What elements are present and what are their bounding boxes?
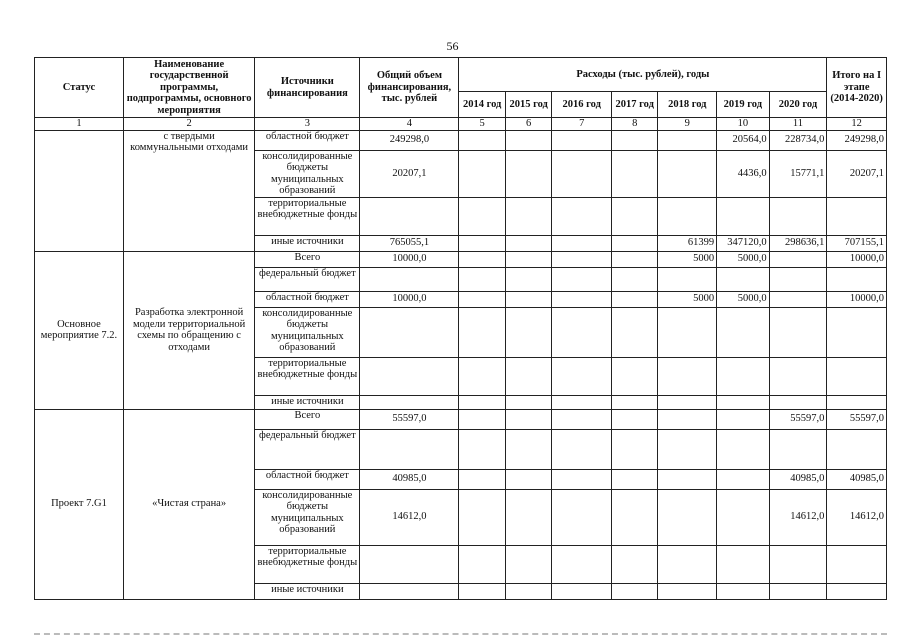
year-value-cell <box>612 409 658 429</box>
stage-total-cell: 707155,1 <box>827 235 887 251</box>
table-row <box>35 251 887 267</box>
stage-total-cell <box>827 545 887 583</box>
year-value-cell <box>505 197 551 235</box>
column-number: 6 <box>505 118 551 131</box>
source-cell: иные источники <box>255 395 360 409</box>
source-cell: областной бюджет <box>255 291 360 307</box>
column-number: 3 <box>255 118 360 131</box>
year-value-cell <box>505 130 551 150</box>
year-value-cell <box>459 429 505 469</box>
column-number: 5 <box>459 118 505 131</box>
year-value-cell: 15771,1 <box>769 150 827 197</box>
stage-total-cell <box>827 583 887 599</box>
year-value-cell <box>459 489 505 545</box>
year-value-cell <box>658 130 717 150</box>
year-value-cell <box>459 307 505 357</box>
year-value-cell: 5000 <box>658 291 717 307</box>
program-name-cell: с твердыми коммунальными отходами <box>123 130 254 251</box>
year-value-cell <box>459 357 505 395</box>
year-value-cell: 5000,0 <box>717 291 770 307</box>
header-stage-total: Итого на I этапе (2014-2020) <box>827 58 887 118</box>
source-cell: областной бюджет <box>255 130 360 150</box>
year-value-cell <box>459 469 505 489</box>
year-value-cell: 347120,0 <box>717 235 770 251</box>
year-value-cell <box>552 469 612 489</box>
year-value-cell <box>717 409 770 429</box>
year-value-cell <box>769 197 827 235</box>
year-value-cell <box>459 395 505 409</box>
year-value-cell <box>612 395 658 409</box>
year-value-cell <box>505 583 551 599</box>
year-value-cell <box>459 150 505 197</box>
year-value-cell <box>769 583 827 599</box>
source-cell: консолидированные бюджеты муниципальных образований <box>255 489 360 545</box>
source-cell: областной бюджет <box>255 469 360 489</box>
total-cell: 10000,0 <box>360 291 459 307</box>
year-value-cell <box>658 489 717 545</box>
year-value-cell <box>717 267 770 291</box>
year-value-cell <box>505 395 551 409</box>
year-value-cell <box>505 235 551 251</box>
year-value-cell <box>769 307 827 357</box>
year-value-cell <box>769 395 827 409</box>
stage-total-cell: 10000,0 <box>827 291 887 307</box>
source-cell: федеральный бюджет <box>255 429 360 469</box>
year-value-cell <box>505 150 551 197</box>
year-value-cell <box>552 267 612 291</box>
program-name-cell: Разработка электронной модели территориальной схемы по обращению с отходами <box>123 251 254 409</box>
total-cell: 20207,1 <box>360 150 459 197</box>
stage-total-cell <box>827 395 887 409</box>
stage-total-cell <box>827 307 887 357</box>
year-value-cell <box>459 291 505 307</box>
year-value-cell <box>459 235 505 251</box>
year-value-cell <box>658 150 717 197</box>
source-cell: федеральный бюджет <box>255 267 360 291</box>
year-value-cell <box>717 357 770 395</box>
header-year: 2014 год <box>459 92 505 118</box>
year-value-cell: 55597,0 <box>769 409 827 429</box>
total-cell: 249298,0 <box>360 130 459 150</box>
page-number: 56 <box>446 39 459 53</box>
year-value-cell <box>658 469 717 489</box>
total-cell <box>360 583 459 599</box>
stage-total-cell: 14612,0 <box>827 489 887 545</box>
year-value-cell <box>459 197 505 235</box>
year-value-cell <box>612 235 658 251</box>
header-year: 2016 год <box>552 92 612 118</box>
year-value-cell <box>769 429 827 469</box>
total-cell <box>360 395 459 409</box>
year-value-cell <box>769 357 827 395</box>
column-number: 12 <box>827 118 887 131</box>
total-cell: 14612,0 <box>360 489 459 545</box>
column-number: 7 <box>552 118 612 131</box>
year-value-cell <box>658 307 717 357</box>
finance-table <box>34 57 887 600</box>
year-value-cell <box>505 267 551 291</box>
stage-total-cell <box>827 357 887 395</box>
year-value-cell <box>658 429 717 469</box>
column-number-row <box>35 118 887 131</box>
year-value-cell <box>717 197 770 235</box>
status-cell: Проект 7.G1 <box>35 409 124 599</box>
year-value-cell <box>552 197 612 235</box>
source-cell: территориальные внебюджетные фонды <box>255 197 360 235</box>
total-cell: 40985,0 <box>360 469 459 489</box>
year-value-cell <box>658 545 717 583</box>
header-year: 2018 год <box>658 92 717 118</box>
table-row <box>35 409 887 429</box>
stage-total-cell <box>827 267 887 291</box>
year-value-cell <box>612 267 658 291</box>
year-value-cell <box>769 251 827 267</box>
header-status: Статус <box>35 58 124 118</box>
year-value-cell <box>612 251 658 267</box>
year-value-cell <box>769 291 827 307</box>
source-cell: иные источники <box>255 235 360 251</box>
program-name-cell: «Чистая страна» <box>123 409 254 599</box>
year-value-cell <box>612 291 658 307</box>
year-value-cell <box>552 429 612 469</box>
year-value-cell <box>658 395 717 409</box>
source-cell: консолидированные бюджеты муниципальных образований <box>255 307 360 357</box>
year-value-cell <box>658 409 717 429</box>
year-value-cell: 20564,0 <box>717 130 770 150</box>
year-value-cell <box>717 429 770 469</box>
stage-total-cell: 10000,0 <box>827 251 887 267</box>
year-value-cell <box>459 130 505 150</box>
stage-total-cell <box>827 429 887 469</box>
year-value-cell <box>459 409 505 429</box>
header-name: Наименование государственной программы, подпрограммы, основного мероприятия <box>123 58 254 118</box>
year-value-cell: 4436,0 <box>717 150 770 197</box>
header-year: 2019 год <box>717 92 770 118</box>
page-bottom-divider <box>34 633 887 635</box>
total-cell <box>360 429 459 469</box>
stage-total-cell: 20207,1 <box>827 150 887 197</box>
year-value-cell <box>505 307 551 357</box>
year-value-cell <box>552 395 612 409</box>
source-cell: территориальные внебюджетные фонды <box>255 357 360 395</box>
total-cell <box>360 357 459 395</box>
source-cell: Всего <box>255 409 360 429</box>
year-value-cell <box>552 409 612 429</box>
column-number: 4 <box>360 118 459 131</box>
year-value-cell <box>552 150 612 197</box>
header-sources: Источники финансирования <box>255 58 360 118</box>
year-value-cell <box>658 197 717 235</box>
header-total: Общий объем финансирования, тыс. рублей <box>360 58 459 118</box>
year-value-cell <box>505 409 551 429</box>
year-value-cell: 61399 <box>658 235 717 251</box>
year-value-cell: 14612,0 <box>769 489 827 545</box>
year-value-cell <box>612 429 658 469</box>
column-number: 8 <box>612 118 658 131</box>
stage-total-cell: 40985,0 <box>827 469 887 489</box>
year-value-cell <box>552 235 612 251</box>
year-value-cell: 5000 <box>658 251 717 267</box>
year-value-cell <box>505 545 551 583</box>
year-value-cell <box>612 357 658 395</box>
year-value-cell <box>552 130 612 150</box>
year-value-cell <box>552 291 612 307</box>
year-value-cell: 298636,1 <box>769 235 827 251</box>
stage-total-cell: 55597,0 <box>827 409 887 429</box>
year-value-cell <box>505 489 551 545</box>
column-number: 10 <box>717 118 770 131</box>
source-cell: Всего <box>255 251 360 267</box>
year-value-cell <box>552 583 612 599</box>
year-value-cell <box>552 357 612 395</box>
table-header <box>35 58 887 131</box>
header-year: 2017 год <box>612 92 658 118</box>
source-cell: территориальные внебюджетные фонды <box>255 545 360 583</box>
column-number: 1 <box>35 118 124 131</box>
year-value-cell <box>717 583 770 599</box>
year-value-cell <box>459 583 505 599</box>
table-body <box>35 130 887 599</box>
year-value-cell <box>459 545 505 583</box>
year-value-cell <box>658 357 717 395</box>
table-row <box>35 130 887 150</box>
total-cell: 10000,0 <box>360 251 459 267</box>
source-cell: консолидированные бюджеты муниципальных образований <box>255 150 360 197</box>
year-value-cell <box>459 251 505 267</box>
year-value-cell <box>612 150 658 197</box>
year-value-cell <box>552 489 612 545</box>
year-value-cell <box>612 489 658 545</box>
year-value-cell <box>717 469 770 489</box>
year-value-cell <box>612 583 658 599</box>
year-value-cell <box>505 291 551 307</box>
year-value-cell <box>769 545 827 583</box>
status-cell <box>35 130 124 251</box>
year-value-cell <box>658 583 717 599</box>
year-value-cell <box>505 251 551 267</box>
year-value-cell <box>717 395 770 409</box>
total-cell <box>360 545 459 583</box>
year-value-cell <box>612 197 658 235</box>
year-value-cell <box>552 545 612 583</box>
year-value-cell <box>552 307 612 357</box>
year-value-cell <box>769 267 827 291</box>
year-value-cell <box>717 489 770 545</box>
year-value-cell <box>505 429 551 469</box>
total-cell: 55597,0 <box>360 409 459 429</box>
year-value-cell <box>612 545 658 583</box>
year-value-cell <box>658 267 717 291</box>
status-cell: Основное мероприятие 7.2. <box>35 251 124 409</box>
year-value-cell <box>612 469 658 489</box>
header-year: 2020 год <box>769 92 827 118</box>
year-value-cell <box>612 307 658 357</box>
header-expenses: Расходы (тыс. рублей), годы <box>459 58 827 92</box>
stage-total-cell: 249298,0 <box>827 130 887 150</box>
year-value-cell <box>552 251 612 267</box>
year-value-cell: 40985,0 <box>769 469 827 489</box>
stage-total-cell <box>827 197 887 235</box>
source-cell: иные источники <box>255 583 360 599</box>
column-number: 9 <box>658 118 717 131</box>
total-cell: 765055,1 <box>360 235 459 251</box>
total-cell <box>360 267 459 291</box>
year-value-cell <box>717 307 770 357</box>
year-value-cell: 228734,0 <box>769 130 827 150</box>
total-cell <box>360 197 459 235</box>
year-value-cell <box>505 469 551 489</box>
year-value-cell <box>505 357 551 395</box>
header-year: 2015 год <box>505 92 551 118</box>
year-value-cell <box>717 545 770 583</box>
year-value-cell <box>459 267 505 291</box>
column-number: 2 <box>123 118 254 131</box>
year-value-cell: 5000,0 <box>717 251 770 267</box>
column-number: 11 <box>769 118 827 131</box>
total-cell <box>360 307 459 357</box>
year-value-cell <box>612 130 658 150</box>
